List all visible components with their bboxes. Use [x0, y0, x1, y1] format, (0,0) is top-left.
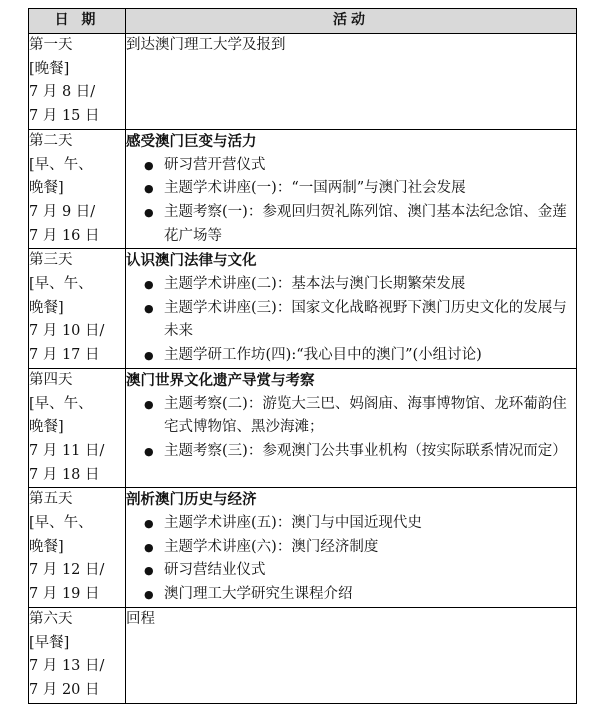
meal-label: [早餐]: [29, 634, 70, 651]
day-label: 第六天: [29, 610, 73, 627]
meal-label: [早、午、: [29, 395, 93, 412]
list-item-text: 澳门理工大学研究生课程介绍: [164, 586, 353, 603]
activity-cell: [126, 607, 577, 703]
list-item-text: 研习营开营仪式: [164, 156, 266, 173]
theme-title: 认识澳门法律与文化: [126, 252, 257, 270]
theme-title: 剖析澳门历史与经济: [126, 491, 257, 509]
list-item-text: 主题学术讲座(五)：澳门与中国近现代史: [164, 515, 422, 532]
list-item-text: 主题学术讲座(一)：“一国两制”与澳门社会发展: [164, 180, 466, 197]
date-cell: [29, 607, 126, 703]
list-item-text: 主题考察(一)：参观回归贺礼陈列馆、澳门基本法纪念馆、金莲花广场等: [164, 203, 567, 244]
date-line: 7 月 17 日: [29, 347, 100, 364]
date-cell: [29, 488, 126, 608]
day-label: 第三天: [29, 252, 73, 269]
meal-label: 晚餐]: [29, 299, 64, 316]
table-row: [29, 249, 577, 369]
date-line: 7 月 16 日: [29, 227, 100, 244]
meal-label: [晚餐]: [29, 60, 70, 77]
date-column-header: 日 期: [29, 9, 126, 34]
list-item: [126, 201, 576, 248]
activity-cell: [126, 249, 577, 369]
bullet-icon: ●: [144, 588, 154, 602]
bullet-icon: ●: [144, 158, 154, 172]
list-item: [126, 440, 576, 464]
list-item: [126, 393, 576, 440]
list-item-text: 主题学术讲座(六)：澳门经济制度: [164, 538, 379, 555]
date-cell: [29, 368, 126, 488]
bullet-icon: ●: [144, 182, 154, 196]
date-line: 7 月 8 日/: [29, 84, 96, 101]
activity-text: 到达澳门理工大学及报到: [126, 37, 286, 53]
bullet-icon: ●: [144, 564, 154, 578]
date-line: 7 月 15 日: [29, 108, 100, 125]
day-label: 第二天: [29, 132, 73, 149]
list-item-text: 主题学术讲座(二)：基本法与澳门长期繁荣发展: [164, 276, 466, 293]
list-item-text: 研习营结业仪式: [164, 562, 266, 579]
table-row: [29, 488, 577, 608]
date-cell: [29, 249, 126, 369]
date-line: 7 月 19 日: [29, 586, 100, 603]
activity-list: [126, 273, 576, 368]
activity-cell: [126, 129, 577, 249]
bullet-icon: ●: [144, 397, 154, 411]
day-label: 第一天: [29, 37, 73, 53]
date-cell: [29, 34, 126, 130]
list-item: [126, 154, 576, 178]
theme-title: 感受澳门巨变与活力: [126, 132, 257, 150]
list-item: [126, 344, 576, 368]
bullet-icon: ●: [144, 540, 154, 554]
activity-list: [126, 512, 576, 607]
meal-label: [早、午、: [29, 156, 93, 173]
bullet-icon: ●: [144, 444, 154, 458]
table-row: [29, 607, 577, 703]
list-item: [126, 512, 576, 536]
table-row: [29, 34, 577, 130]
list-item: [126, 583, 576, 607]
list-item: [126, 177, 576, 201]
activity-cell: [126, 34, 577, 130]
bullet-icon: ●: [144, 301, 154, 315]
date-line: 7 月 13 日/: [29, 658, 105, 675]
activity-text: 回程: [126, 610, 155, 627]
meal-label: [早、午、: [29, 515, 93, 532]
list-item-text: 主题考察(二)：游览大三巴、妈阁庙、海事博物馆、龙环葡韵住宅式博物馆、黑沙海滩；: [164, 395, 567, 436]
meal-label: 晚餐]: [29, 538, 64, 555]
date-line: 7 月 20 日: [29, 681, 100, 698]
list-item-text: 主题考察(三)：参观澳门公共事业机构（按实际联系情况而定）: [164, 442, 567, 459]
meal-label: 晚餐]: [29, 180, 64, 197]
meal-label: 晚餐]: [29, 419, 64, 436]
date-line: 7 月 18 日: [29, 466, 100, 483]
activity-column-header: 活动: [126, 9, 577, 34]
list-item: [126, 273, 576, 297]
activity-cell: [126, 488, 577, 608]
date-line: 7 月 10 日/: [29, 323, 105, 340]
day-label: 第五天: [29, 491, 73, 508]
date-line: 7 月 11 日/: [29, 442, 105, 459]
table-row: [29, 368, 577, 488]
bullet-icon: ●: [144, 205, 154, 219]
list-item: [126, 559, 576, 583]
bullet-icon: ●: [144, 517, 154, 531]
bullet-icon: ●: [144, 349, 154, 363]
list-item: [126, 297, 576, 344]
date-line: 7 月 12 日/: [29, 562, 105, 579]
list-item: [126, 536, 576, 560]
schedule-table: [28, 8, 577, 704]
activity-list: [126, 154, 576, 249]
list-item-text: 主题学研工作坊(四):“我心目中的澳门”(小组讨论): [164, 347, 482, 364]
theme-title: 澳门世界文化遗产导赏与考察: [126, 371, 315, 389]
activity-list: [126, 393, 576, 464]
bullet-icon: ●: [144, 278, 154, 292]
list-item-text: 主题学术讲座(三)：国家文化战略视野下澳门历史文化的发展与未来: [164, 299, 567, 340]
activity-cell: [126, 368, 577, 488]
meal-label: [早、午、: [29, 276, 93, 293]
date-cell: [29, 129, 126, 249]
table-row: [29, 129, 577, 249]
header-row: [29, 9, 577, 34]
day-label: 第四天: [29, 371, 73, 388]
date-line: 7 月 9 日/: [29, 203, 96, 220]
